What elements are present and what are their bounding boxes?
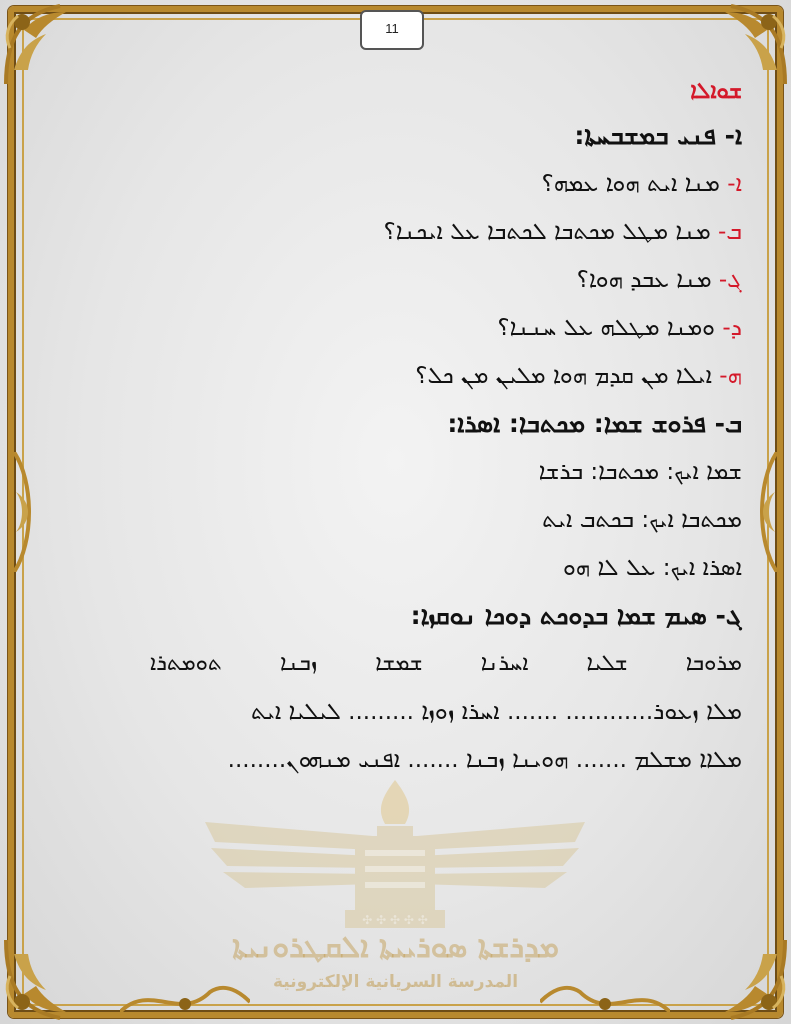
example-value: ܡܟܬܒܐ: ܒܪܫܐ	[538, 459, 660, 485]
question-line	[150, 352, 742, 400]
question-text: ܘܡܢܐ ܡܛܠܗ ܥܠ ܚܢܢܐ؟	[497, 315, 716, 341]
page-number: 11	[360, 10, 424, 50]
word-bank-item: ܬܘܡܬܪܐ	[150, 651, 222, 676]
question-number: ܒ-	[718, 219, 742, 245]
word-bank-item: ܐܚܪܢܐ	[480, 651, 529, 676]
example-label: ܫܡܐ ܐܝܟ:	[666, 459, 742, 485]
question-number: ܓ-	[718, 267, 742, 293]
question-line	[150, 304, 742, 352]
example-label: ܡܟܬܒܐ ܐܝܟ:	[641, 507, 742, 533]
example-line	[150, 544, 742, 592]
question-text: ܡܢܐ ܐܝܬ ܗܘܐ ܥܡܗ؟	[541, 171, 720, 197]
worksheet-content	[150, 72, 742, 784]
section-number: ܓ-	[715, 601, 742, 630]
section-heading-text: ܦܢܝ ܒܡܫܒܚܬܐ:	[574, 121, 716, 150]
question-text: ܡܢܐ ܡܛܠ ܡܟܬܒܐ ܠܟܬܒܐ ܥܠ ܐܝܟܢܐ؟	[383, 219, 711, 245]
example-value: ܥܠ ܠܐ ܗܘ	[562, 555, 656, 581]
page-title: ܫܘܐܠܐ	[690, 79, 742, 104]
question-line	[150, 208, 742, 256]
question-text: ܡܢܐ ܥܒܕ ܗܘܐ؟	[576, 267, 712, 293]
question-line	[150, 256, 742, 304]
section-heading-text: ܦܪܘܫ ܫܡܐ: ܡܟܬܒܐ: ܐܣܪܐ:	[447, 409, 706, 438]
section-number: ܒ-	[714, 409, 742, 438]
watermark-syriac-text: ܡܕܪܫܬܐ ܣܘܪܝܝܬܐ ܐܠܩܛܪܘܢܝܬܐ	[232, 930, 559, 965]
section-heading	[150, 400, 742, 448]
example-line	[150, 448, 742, 496]
word-bank-item: ܡܪܘܒܐ	[685, 651, 742, 676]
question-text: ܐܝܠܐ ܡܢ ܩܕܡ ܗܘܐ ܡܠܝܢ ܡܢ ܟܠ؟	[415, 363, 712, 389]
watermark-arabic-text: المدرسة السريانية الإلكترونية	[272, 972, 519, 992]
section-number: ܐ-	[724, 121, 742, 150]
question-line	[150, 160, 742, 208]
svg-text:✣ ✣ ✣ ✣ ✣: ✣ ✣ ✣ ✣ ✣	[362, 913, 428, 927]
example-value: ܒܟܬܒ ܐܝܬ	[542, 507, 635, 533]
word-bank-item: ܫܠܝܐ	[586, 651, 628, 676]
section-heading	[150, 112, 742, 160]
word-bank	[150, 640, 742, 688]
example-label: ܐܣܪܐ ܐܝܟ:	[662, 555, 742, 581]
section-heading	[150, 592, 742, 640]
corner-ornament-icon	[0, 0, 90, 90]
fill-blank-sentence: ܡܠܐܐ ܡܫܠܡ ....... ܗܘܝܢܐ ܙܒܢܐ ....... ܐܦܢܝ ܡܢܗܘܢ........	[227, 747, 742, 773]
example-line	[150, 496, 742, 544]
word-bank-item: ܙܒܢܐ	[279, 651, 318, 676]
word-bank-item: ܫܡܫܐ	[375, 651, 423, 676]
question-number: ܕ-	[722, 315, 742, 341]
question-number: ܐ-	[727, 171, 742, 197]
side-ornament-icon	[747, 452, 787, 572]
school-logo-icon	[205, 770, 585, 940]
fill-blank-sentence: ܡܠܐ ܙܥܘܪ............ ....... ܐܚܪܐ ܙܘܙܐ ......... ܠܝܠܝܐ ܐܝܬ	[250, 699, 742, 725]
question-number: ܗ-	[719, 363, 742, 389]
section-heading-text: ܣܝܡ ܫܡܐ ܒܕܘܟܬ ܕܘܟܐ ܢܘܩܙܐ:	[410, 601, 707, 630]
side-ornament-icon	[4, 452, 44, 572]
